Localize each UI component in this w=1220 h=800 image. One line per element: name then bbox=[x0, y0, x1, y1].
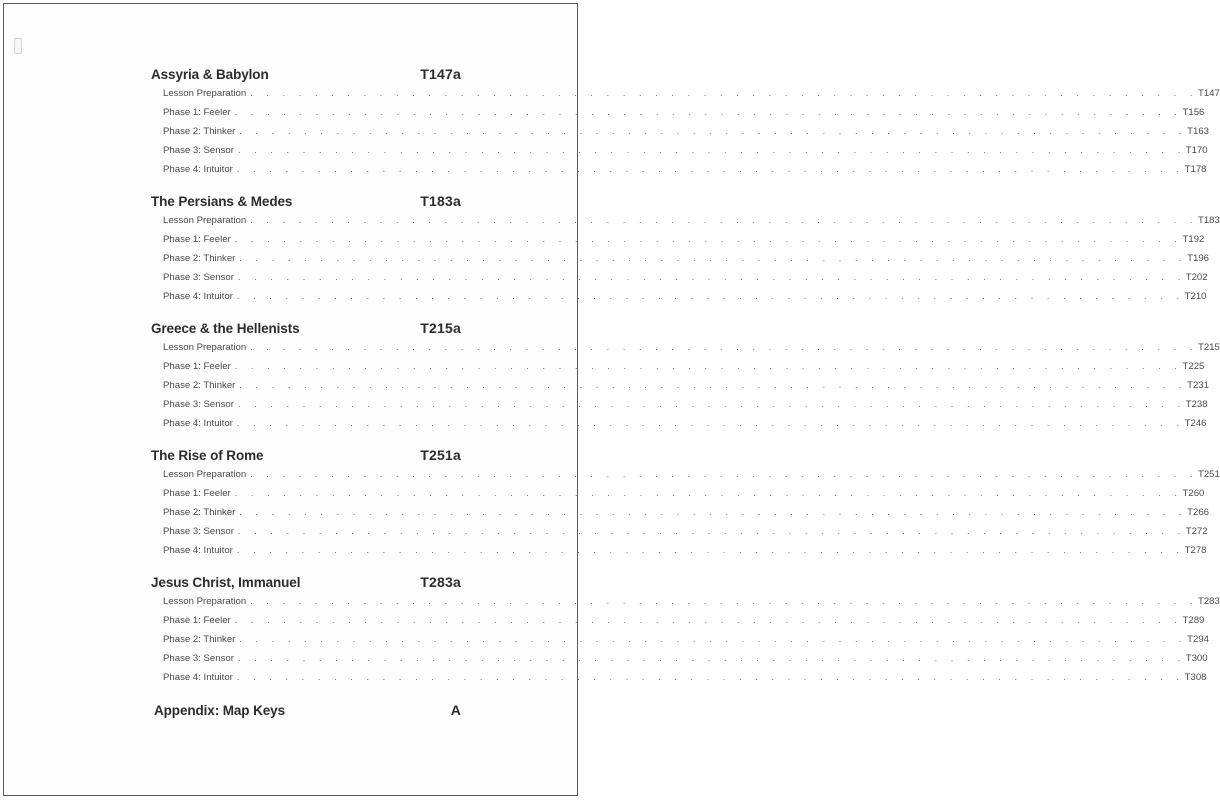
entry-page-number: T266 bbox=[1187, 507, 1209, 518]
entry-label: Phase 1: Feeler bbox=[163, 107, 231, 118]
toc-entry bbox=[163, 465, 1220, 484]
dot-leader: . . . . . . . . . . . . . . . . . . . . . . . . . . . . . . . . . . . . . . . . . . . . . . . . . . . . . . . . . . . bbox=[234, 488, 1183, 498]
entry-label: Phase 3: Sensor bbox=[163, 145, 234, 156]
dot-leader: . . . . . . . . . . . . . . . . . . . . . . . . . . . . . . . . . . . . . . . . . . . . . . . . . . . . . . . . . . . bbox=[236, 291, 1185, 301]
entry-page-number: T251 bbox=[1197, 469, 1220, 480]
toc-section-jesus bbox=[151, 572, 1220, 687]
toc-entry bbox=[163, 592, 1220, 611]
toc-entry bbox=[163, 414, 1207, 433]
section-heading bbox=[151, 318, 461, 338]
entry-page-number: T196 bbox=[1187, 253, 1209, 264]
section-entries bbox=[163, 84, 1220, 179]
dot-leader: . . . . . . . . . . . . . . . . . . . . . . . . . . . . . . . . . . . . . . . . . . . . . . . . . . . . . . . . . . . bbox=[234, 234, 1183, 244]
entry-page-number: T178 bbox=[1184, 164, 1207, 175]
entry-label: Phase 1: Feeler bbox=[163, 234, 231, 245]
dot-leader: . . . . . . . . . . . . . . . . . . . . . . . . . . . . . . . . . . . . . . . . . . . . . . . . . . . . . . . . . . . bbox=[234, 107, 1183, 117]
entry-page-number: T300 bbox=[1185, 653, 1208, 664]
table-of-contents bbox=[151, 64, 1220, 720]
dot-leader: . . . . . . . . . . . . . . . . . . . . . . . . . . . . . . . . . . . . . . . . . . . . . . . . . . . . . . . . . . . bbox=[250, 469, 1198, 479]
toc-entry bbox=[163, 84, 1220, 103]
entry-page-number: T156 bbox=[1182, 107, 1205, 118]
section-heading bbox=[151, 64, 461, 84]
toc-entry bbox=[163, 230, 1205, 249]
entry-label: Phase 4: Intuitor bbox=[163, 418, 233, 429]
toc-entry bbox=[163, 395, 1208, 414]
dot-leader: . . . . . . . . . . . . . . . . . . . . . . . . . . . . . . . . . . . . . . . . . . . . . . . . . . . . . . . . . . . bbox=[239, 507, 1188, 517]
dot-leader: . . . . . . . . . . . . . . . . . . . . . . . . . . . . . . . . . . . . . . . . . . . . . . . . . . . . . . . . . . . bbox=[250, 342, 1198, 352]
section-page-number: T183a bbox=[420, 193, 461, 209]
dot-leader: . . . . . . . . . . . . . . . . . . . . . . . . . . . . . . . . . . . . . . . . . . . . . . . . . . . . . . . . . . . bbox=[237, 399, 1186, 409]
dot-leader: . . . . . . . . . . . . . . . . . . . . . . . . . . . . . . . . . . . . . . . . . . . . . . . . . . . . . . . . . . . bbox=[234, 615, 1183, 625]
section-title: Greece & the Hellenists bbox=[151, 321, 300, 336]
toc-entry bbox=[163, 103, 1205, 122]
entry-label: Lesson Preparation bbox=[163, 88, 247, 99]
section-title: The Rise of Rome bbox=[151, 448, 264, 463]
toc-entry bbox=[163, 630, 1209, 649]
toc-entry bbox=[163, 160, 1207, 179]
entry-label: Phase 3: Sensor bbox=[163, 272, 234, 283]
section-spacer bbox=[151, 433, 461, 445]
dot-leader: . . . . . . . . . . . . . . . . . . . . . . . . . . . . . . . . . . . . . . . . . . . . . . . . . . . . . . . . . . . bbox=[237, 526, 1186, 536]
toc-section-assyria bbox=[151, 64, 1220, 179]
toc-entry bbox=[163, 611, 1205, 630]
entry-label: Lesson Preparation bbox=[163, 215, 247, 226]
entry-page-number: T238 bbox=[1185, 399, 1208, 410]
entry-label: Phase 3: Sensor bbox=[163, 399, 234, 410]
toc-entry bbox=[163, 357, 1205, 376]
entry-page-number: T278 bbox=[1184, 545, 1207, 556]
entry-page-number: T210 bbox=[1184, 291, 1207, 302]
entry-label: Phase 2: Thinker bbox=[163, 253, 236, 264]
dot-leader: . . . . . . . . . . . . . . . . . . . . . . . . . . . . . . . . . . . . . . . . . . . . . . . . . . . . . . . . . . . bbox=[250, 88, 1198, 98]
entry-page-number: T308 bbox=[1184, 672, 1207, 683]
dot-leader: . . . . . . . . . . . . . . . . . . . . . . . . . . . . . . . . . . . . . . . . . . . . . . . . . . . . . . . . . . . bbox=[239, 380, 1188, 390]
toc-entry bbox=[163, 268, 1208, 287]
section-heading bbox=[154, 700, 461, 720]
section-spacer bbox=[151, 687, 461, 700]
entry-label: Phase 3: Sensor bbox=[163, 526, 234, 537]
entry-label: Phase 1: Feeler bbox=[163, 361, 231, 372]
section-page-number: T283a bbox=[420, 574, 461, 590]
toc-entry bbox=[163, 484, 1205, 503]
entry-label: Lesson Preparation bbox=[163, 342, 247, 353]
section-title: Appendix: Map Keys bbox=[154, 703, 285, 718]
section-page-number: A bbox=[450, 702, 461, 718]
toc-entry bbox=[163, 249, 1209, 268]
entry-label: Phase 4: Intuitor bbox=[163, 291, 233, 302]
section-spacer bbox=[151, 179, 461, 191]
toc-entry bbox=[163, 211, 1220, 230]
entry-page-number: T192 bbox=[1182, 234, 1205, 245]
toc-section-appendix bbox=[151, 700, 461, 720]
dot-leader: . . . . . . . . . . . . . . . . . . . . . . . . . . . . . . . . . . . . . . . . . . . . . . . . . . . . . . . . . . . bbox=[237, 145, 1186, 155]
section-title: Jesus Christ, Immanuel bbox=[151, 575, 301, 590]
entry-label: Phase 4: Intuitor bbox=[163, 164, 233, 175]
dot-leader: . . . . . . . . . . . . . . . . . . . . . . . . . . . . . . . . . . . . . . . . . . . . . . . . . . . . . . . . . . . bbox=[237, 653, 1186, 663]
entry-page-number: T163 bbox=[1187, 126, 1209, 137]
section-title: Assyria & Babylon bbox=[151, 67, 269, 82]
section-page-number: T215a bbox=[420, 320, 461, 336]
section-entries bbox=[163, 592, 1220, 687]
page-edge-mark bbox=[14, 38, 22, 54]
entry-page-number: T294 bbox=[1187, 634, 1209, 645]
dot-leader: . . . . . . . . . . . . . . . . . . . . . . . . . . . . . . . . . . . . . . . . . . . . . . . . . . . . . . . . . . . bbox=[239, 253, 1188, 263]
entry-page-number: T283 bbox=[1197, 596, 1220, 607]
entry-label: Lesson Preparation bbox=[163, 596, 247, 607]
dot-leader: . . . . . . . . . . . . . . . . . . . . . . . . . . . . . . . . . . . . . . . . . . . . . . . . . . . . . . . . . . . bbox=[236, 418, 1185, 428]
entry-page-number: T225 bbox=[1182, 361, 1205, 372]
toc-entry bbox=[163, 338, 1220, 357]
section-entries bbox=[163, 465, 1220, 560]
entry-page-number: T147 bbox=[1197, 88, 1220, 99]
entry-page-number: T170 bbox=[1185, 145, 1208, 156]
entry-page-number: T231 bbox=[1187, 380, 1209, 391]
entry-page-number: T202 bbox=[1185, 272, 1208, 283]
entry-page-number: T215 bbox=[1197, 342, 1220, 353]
toc-entry bbox=[163, 376, 1209, 395]
toc-entry bbox=[163, 141, 1208, 160]
dot-leader: . . . . . . . . . . . . . . . . . . . . . . . . . . . . . . . . . . . . . . . . . . . . . . . . . . . . . . . . . . . bbox=[236, 672, 1185, 682]
dot-leader: . . . . . . . . . . . . . . . . . . . . . . . . . . . . . . . . . . . . . . . . . . . . . . . . . . . . . . . . . . . bbox=[239, 126, 1188, 136]
toc-entry bbox=[163, 503, 1209, 522]
toc-section-greece bbox=[151, 318, 1220, 433]
entry-label: Phase 2: Thinker bbox=[163, 634, 236, 645]
entry-label: Phase 4: Intuitor bbox=[163, 545, 233, 556]
toc-entry bbox=[163, 122, 1209, 141]
entry-label: Phase 2: Thinker bbox=[163, 507, 236, 518]
entry-label: Lesson Preparation bbox=[163, 469, 247, 480]
entry-page-number: T289 bbox=[1182, 615, 1205, 626]
entry-label: Phase 4: Intuitor bbox=[163, 672, 233, 683]
section-heading bbox=[151, 445, 461, 465]
toc-section-persians bbox=[151, 191, 1220, 306]
toc-entry bbox=[163, 541, 1207, 560]
dot-leader: . . . . . . . . . . . . . . . . . . . . . . . . . . . . . . . . . . . . . . . . . . . . . . . . . . . . . . . . . . . bbox=[236, 545, 1185, 555]
entry-label: Phase 2: Thinker bbox=[163, 380, 236, 391]
section-heading bbox=[151, 572, 461, 592]
section-page-number: T251a bbox=[420, 447, 461, 463]
section-page-number: T147a bbox=[420, 66, 461, 82]
document-page bbox=[3, 3, 1220, 796]
toc-section-rome bbox=[151, 445, 1220, 560]
dot-leader: . . . . . . . . . . . . . . . . . . . . . . . . . . . . . . . . . . . . . . . . . . . . . . . . . . . . . . . . . . . bbox=[250, 596, 1198, 606]
toc-entry bbox=[163, 649, 1208, 668]
entry-page-number: T260 bbox=[1182, 488, 1205, 499]
section-heading bbox=[151, 191, 461, 211]
toc-entry bbox=[163, 522, 1208, 541]
entry-page-number: T246 bbox=[1184, 418, 1207, 429]
entry-page-number: T183 bbox=[1197, 215, 1220, 226]
dot-leader: . . . . . . . . . . . . . . . . . . . . . . . . . . . . . . . . . . . . . . . . . . . . . . . . . . . . . . . . . . . bbox=[234, 361, 1183, 371]
section-title: The Persians & Medes bbox=[151, 194, 293, 209]
section-spacer bbox=[151, 306, 461, 318]
dot-leader: . . . . . . . . . . . . . . . . . . . . . . . . . . . . . . . . . . . . . . . . . . . . . . . . . . . . . . . . . . . bbox=[250, 215, 1198, 225]
dot-leader: . . . . . . . . . . . . . . . . . . . . . . . . . . . . . . . . . . . . . . . . . . . . . . . . . . . . . . . . . . . bbox=[237, 272, 1186, 282]
entry-label: Phase 1: Feeler bbox=[163, 488, 231, 499]
entry-label: Phase 2: Thinker bbox=[163, 126, 236, 137]
dot-leader: . . . . . . . . . . . . . . . . . . . . . . . . . . . . . . . . . . . . . . . . . . . . . . . . . . . . . . . . . . . bbox=[236, 164, 1185, 174]
entry-label: Phase 1: Feeler bbox=[163, 615, 231, 626]
dot-leader: . . . . . . . . . . . . . . . . . . . . . . . . . . . . . . . . . . . . . . . . . . . . . . . . . . . . . . . . . . . bbox=[239, 634, 1188, 644]
toc-entry bbox=[163, 668, 1207, 687]
section-spacer bbox=[151, 560, 461, 572]
toc-entry bbox=[163, 287, 1207, 306]
section-entries bbox=[163, 211, 1220, 306]
entry-label: Phase 3: Sensor bbox=[163, 653, 234, 664]
entry-page-number: T272 bbox=[1185, 526, 1208, 537]
section-entries bbox=[163, 338, 1220, 433]
